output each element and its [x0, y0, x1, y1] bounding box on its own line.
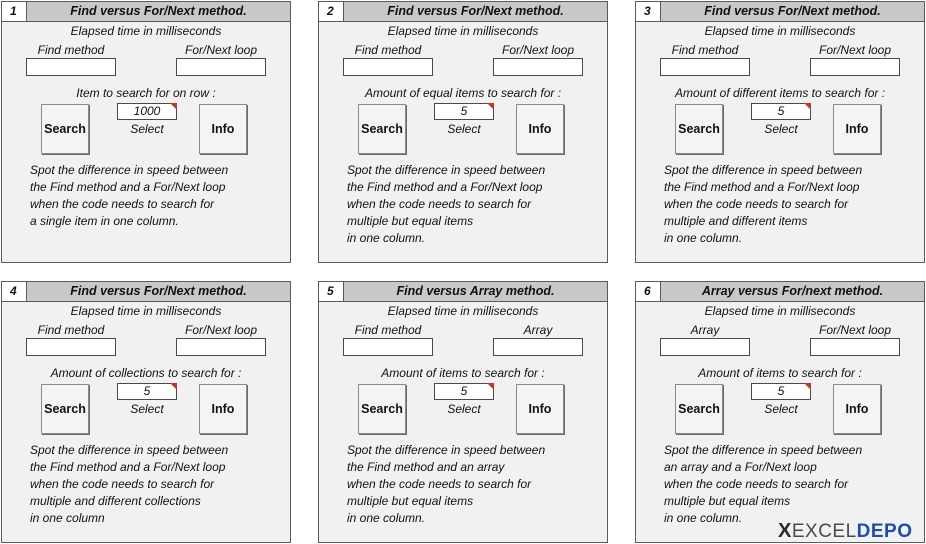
description-line: the Find method and a For/Next loop — [347, 180, 543, 194]
right-elapsed-time-cell[interactable] — [810, 338, 900, 356]
panel-description — [30, 162, 228, 230]
panel-description — [30, 442, 228, 527]
select-value: 5 — [460, 104, 468, 118]
description-line: Spot the difference in speed between — [347, 163, 546, 177]
select-value: 1000 — [133, 104, 161, 118]
right-method-label: For/Next loop — [818, 323, 892, 337]
search-button[interactable]: Search — [675, 104, 723, 154]
left-method-label: Find method — [37, 323, 105, 337]
right-elapsed-time-cell[interactable] — [493, 338, 583, 356]
panel-number: 2 — [319, 2, 344, 21]
left-elapsed-time-cell[interactable] — [343, 58, 433, 76]
items-to-search-label: Amount of different items to search for : — [674, 86, 886, 100]
description-line: the Find method and a For/Next loop — [30, 180, 226, 194]
search-button[interactable]: Search — [41, 104, 89, 154]
description-line: when the code needs to search for — [347, 477, 532, 491]
items-to-search-label: Amount of items to search for : — [698, 366, 862, 380]
panel-header — [636, 2, 924, 22]
test-panel-3 — [635, 1, 925, 263]
select-value: 5 — [777, 384, 785, 398]
info-button[interactable]: Info — [199, 384, 247, 434]
right-elapsed-time-cell[interactable] — [493, 58, 583, 76]
logo-mark: X — [778, 520, 792, 542]
description-line: in one column — [30, 511, 105, 525]
info-button[interactable]: Info — [833, 384, 881, 434]
panel-title: Find versus For/Next method. — [704, 4, 881, 18]
select-label: Select — [764, 402, 798, 416]
panel-title: Find versus For/Next method. — [70, 4, 247, 18]
test-panel-2 — [318, 1, 608, 263]
panel-description — [664, 162, 862, 247]
search-button[interactable]: Search — [358, 384, 406, 434]
select-value-cell[interactable] — [751, 103, 811, 120]
panel-header — [636, 282, 924, 302]
elapsed-time-label: Elapsed time in milliseconds — [70, 24, 222, 38]
elapsed-time-label: Elapsed time in milliseconds — [704, 24, 856, 38]
panel-header — [319, 282, 607, 302]
description-line: the Find method and a For/Next loop — [664, 180, 860, 194]
select-label: Select — [764, 122, 798, 136]
info-button[interactable]: Info — [516, 104, 564, 154]
search-button[interactable]: Search — [41, 384, 89, 434]
description-line: in one column. — [664, 511, 743, 525]
select-value-cell[interactable] — [434, 383, 494, 400]
description-line: when the code needs to search for — [30, 197, 215, 211]
left-elapsed-time-cell[interactable] — [26, 338, 116, 356]
right-method-label: For/Next loop — [818, 43, 892, 57]
right-method-label: For/Next loop — [184, 323, 258, 337]
panel-number: 6 — [636, 282, 661, 301]
description-line: multiple but equal items — [664, 494, 791, 508]
description-line: the Find method and an array — [347, 460, 505, 474]
exceldepo-logo — [778, 520, 913, 542]
elapsed-time-label: Elapsed time in milliseconds — [704, 304, 856, 318]
elapsed-time-label: Elapsed time in milliseconds — [70, 304, 222, 318]
comment-indicator-icon — [170, 383, 177, 390]
search-button[interactable]: Search — [675, 384, 723, 434]
panel-title: Array versus For/next method. — [701, 284, 884, 298]
description-line: Spot the difference in speed between — [30, 163, 229, 177]
description-line: a single item in one column. — [30, 214, 179, 228]
comment-indicator-icon — [487, 103, 494, 110]
left-elapsed-time-cell[interactable] — [660, 58, 750, 76]
description-line: when the code needs to search for — [664, 197, 849, 211]
select-label: Select — [447, 122, 481, 136]
description-line: multiple and different collections — [30, 494, 201, 508]
left-method-label: Find method — [354, 43, 422, 57]
test-panel-5 — [318, 281, 608, 543]
test-panel-4 — [1, 281, 291, 543]
info-button[interactable]: Info — [516, 384, 564, 434]
elapsed-time-label: Elapsed time in milliseconds — [387, 304, 539, 318]
search-button[interactable]: Search — [358, 104, 406, 154]
description-line: the Find method and a For/Next loop — [30, 460, 226, 474]
select-label: Select — [130, 122, 164, 136]
items-to-search-label: Amount of collections to search for : — [50, 366, 242, 380]
right-method-label: For/Next loop — [184, 43, 258, 57]
description-line: an array and a For/Next loop — [664, 460, 817, 474]
left-method-label: Find method — [671, 43, 739, 57]
description-line: Spot the difference in speed between — [347, 443, 546, 457]
panel-number: 4 — [2, 282, 27, 301]
panel-header — [2, 2, 290, 22]
panel-description — [347, 162, 545, 247]
select-value-cell[interactable] — [117, 103, 177, 120]
select-value: 5 — [143, 384, 151, 398]
panel-title: Find versus For/Next method. — [70, 284, 247, 298]
description-line: when the code needs to search for — [30, 477, 215, 491]
select-value-cell[interactable] — [434, 103, 494, 120]
description-line: multiple and different items — [664, 214, 808, 228]
description-line: when the code needs to search for — [664, 477, 849, 491]
description-line: in one column. — [664, 231, 743, 245]
panel-number: 1 — [2, 2, 27, 21]
left-method-label: Find method — [37, 43, 105, 57]
logo-text-depo: DEPO — [856, 521, 913, 542]
items-to-search-label: Amount of items to search for : — [381, 366, 545, 380]
logo-text-excel: EXCEL — [791, 521, 857, 542]
left-elapsed-time-cell[interactable] — [343, 338, 433, 356]
left-method-label: Find method — [354, 323, 422, 337]
description-line: Spot the difference in speed between — [30, 443, 229, 457]
panel-number: 5 — [319, 282, 344, 301]
description-line: in one column. — [347, 511, 426, 525]
info-button[interactable]: Info — [199, 104, 247, 154]
right-elapsed-time-cell[interactable] — [176, 58, 266, 76]
description-line: Spot the difference in speed between — [664, 163, 863, 177]
right-method-label: For/Next loop — [501, 43, 575, 57]
description-line: multiple but equal items — [347, 494, 474, 508]
left-elapsed-time-cell[interactable] — [26, 58, 116, 76]
right-elapsed-time-cell[interactable] — [810, 58, 900, 76]
select-value-cell[interactable] — [117, 383, 177, 400]
right-elapsed-time-cell[interactable] — [176, 338, 266, 356]
select-label: Select — [130, 402, 164, 416]
comment-indicator-icon — [804, 103, 811, 110]
test-panel-6 — [635, 281, 925, 543]
panel-title: Find versus Array method. — [396, 284, 555, 298]
left-elapsed-time-cell[interactable] — [660, 338, 750, 356]
left-method-label: Array — [690, 323, 720, 337]
select-label: Select — [447, 402, 481, 416]
select-value-cell[interactable] — [751, 383, 811, 400]
description-line: Spot the difference in speed between — [664, 443, 863, 457]
panel-title: Find versus For/Next method. — [387, 4, 564, 18]
description-line: multiple but equal items — [347, 214, 474, 228]
panel-description — [664, 442, 862, 527]
panel-description — [347, 442, 545, 527]
select-value: 5 — [460, 384, 468, 398]
items-to-search-label: Item to search for on row : — [76, 86, 216, 100]
comment-indicator-icon — [487, 383, 494, 390]
comment-indicator-icon — [804, 383, 811, 390]
right-method-label: Array — [523, 323, 553, 337]
test-panel-1 — [1, 1, 291, 263]
panel-header — [2, 282, 290, 302]
elapsed-time-label: Elapsed time in milliseconds — [387, 24, 539, 38]
select-value: 5 — [777, 104, 785, 118]
description-line: in one column. — [347, 231, 426, 245]
info-button[interactable]: Info — [833, 104, 881, 154]
description-line: when the code needs to search for — [347, 197, 532, 211]
comment-indicator-icon — [170, 103, 177, 110]
items-to-search-label: Amount of equal items to search for : — [364, 86, 562, 100]
panel-number: 3 — [636, 2, 661, 21]
panel-header — [319, 2, 607, 22]
